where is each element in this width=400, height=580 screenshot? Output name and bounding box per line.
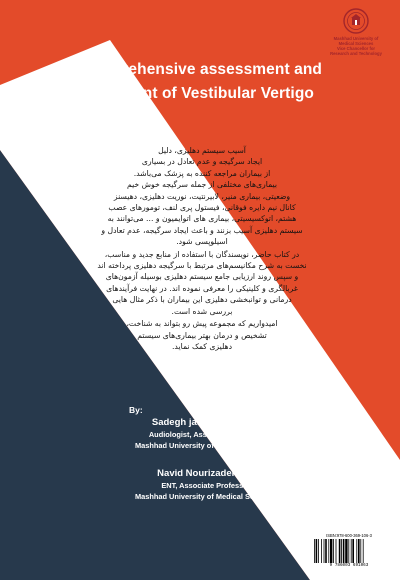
barcode-stripe: [351, 539, 352, 563]
description-line: درمانی و توانبخشی دهلیزی این بیماران با ذکر مثال هایی: [112, 295, 292, 305]
author-1-name: Sadegh jafarzadeh Ph.D: [151, 417, 261, 428]
barcode-stripe: [341, 539, 342, 563]
university-logo: [320, 8, 392, 56]
barcode-stripe: [325, 539, 327, 563]
description-line: اسیلوپسی شود.: [176, 237, 228, 247]
barcode-bars: [314, 539, 384, 563]
barcode-stripe: [345, 539, 347, 563]
description-line: و سپس روند ارزیابی جامع سیستم دهلیزی بوسیله آزمون‌های: [105, 272, 299, 282]
logo-text-line-3: Vice Chancellor for: [336, 46, 376, 51]
description-line: بررسی شده است.: [171, 306, 233, 316]
barcode-digits: 9 786003 691063: [329, 563, 369, 568]
description-paragraph-3: [95, 318, 309, 352]
barcode-stripe: [318, 539, 319, 563]
description-line: کانال نیم دایره فوقانی، فیستول پری لنف، تومورهای عصب: [108, 203, 296, 213]
description-line: امیدواریم که مجموعه پیش رو بتواند به شناخت،: [126, 319, 278, 329]
barcode-stripe: [348, 539, 349, 563]
description-paragraph-2: [95, 249, 309, 317]
description-line: سیستم دهلیزی آسیب بزنند و باعث ایجاد سرگیجه، عدم تعادل و: [101, 225, 303, 235]
barcode-stripe: [360, 539, 361, 563]
isbn-barcode: [310, 532, 388, 570]
barcode-stripe: [321, 539, 322, 563]
barcode-stripe: [356, 539, 357, 563]
description-line: بیماری‌های مختلفی از جمله سرگیجه خوش خیم: [126, 180, 278, 190]
logo-text-line-4: Research and Technology: [330, 51, 382, 56]
description-line: هشتم، اتوکسیسیتی، بیماری های اتوایمیون و ... می‌توانند به: [107, 214, 297, 224]
description-line: آسیب سیستم دهلیزی، دلیل: [158, 146, 246, 155]
by-label: By:: [129, 405, 143, 415]
barcode-stripe: [339, 539, 341, 563]
university-emblem-icon: [343, 8, 369, 34]
barcode-stripe: [324, 539, 325, 563]
author-2-role: ENT, Associate Professor: [161, 481, 251, 490]
logo-text-line-2: Medical Sciences: [338, 41, 374, 46]
author-2-name: Navid Nourizadeh MD: [157, 468, 255, 479]
barcode-stripe: [316, 539, 318, 563]
book-title-line-1: Comprehensive assessment and: [77, 61, 322, 78]
book-title: [20, 58, 380, 106]
logo-text-line-1: Mashhad University of: [333, 36, 379, 41]
description-line: تشخیص و درمان بهتر بیماری‌های سیستم: [137, 330, 267, 340]
barcode-stripe: [358, 539, 360, 563]
description-line: از بیماران مراجعه کننده به پزشک می‌باشد.: [133, 168, 271, 178]
description-line: غربالگری و کلینیکی را معرفی نموده اند. در نهایت فرآیندهای: [106, 283, 298, 293]
description-line: در کتاب حاضر، نویسندگان با استفاده از منابع جدید و مناسب،: [104, 249, 300, 259]
description-line: دهلیزی کمک نماید.: [171, 341, 233, 351]
isbn-text: ISBN:978-600-369-106-3: [326, 533, 372, 538]
barcode-stripe: [352, 539, 354, 563]
barcode-stripe: [333, 539, 334, 563]
description-line: نخست به شرح مکانیسم‌های مرتبط با سرگیجه دهلیزی پرداخته اند: [97, 261, 307, 271]
description-paragraph-1: [95, 145, 309, 248]
barcode-stripe: [336, 539, 337, 563]
barcode-stripe: [343, 539, 345, 563]
description-line: ایجاد سرگیجه و عدم تعادل در بسیاری: [141, 157, 263, 167]
barcode-stripe: [330, 539, 332, 563]
author-1-role: Audiologist, Assistant Professor: [148, 430, 264, 439]
persian-description: [95, 145, 309, 353]
barcode-stripe: [363, 539, 364, 563]
book-title-line-2: treatment of Vestibular Vertigo: [86, 85, 314, 102]
barcode-stripe: [314, 539, 315, 563]
author-2-affiliation: Mashhad University of Medical Sciences: [134, 492, 278, 501]
barcode-stripe: [328, 539, 329, 563]
authors-block: [76, 404, 336, 502]
description-line: وضعیتی، بیماری منیر، لابیرنتیت، نوریت دهلیزی، دهیسنز: [113, 191, 291, 201]
author-1-affiliation: Mashhad University of Medical Sciences: [134, 441, 278, 450]
